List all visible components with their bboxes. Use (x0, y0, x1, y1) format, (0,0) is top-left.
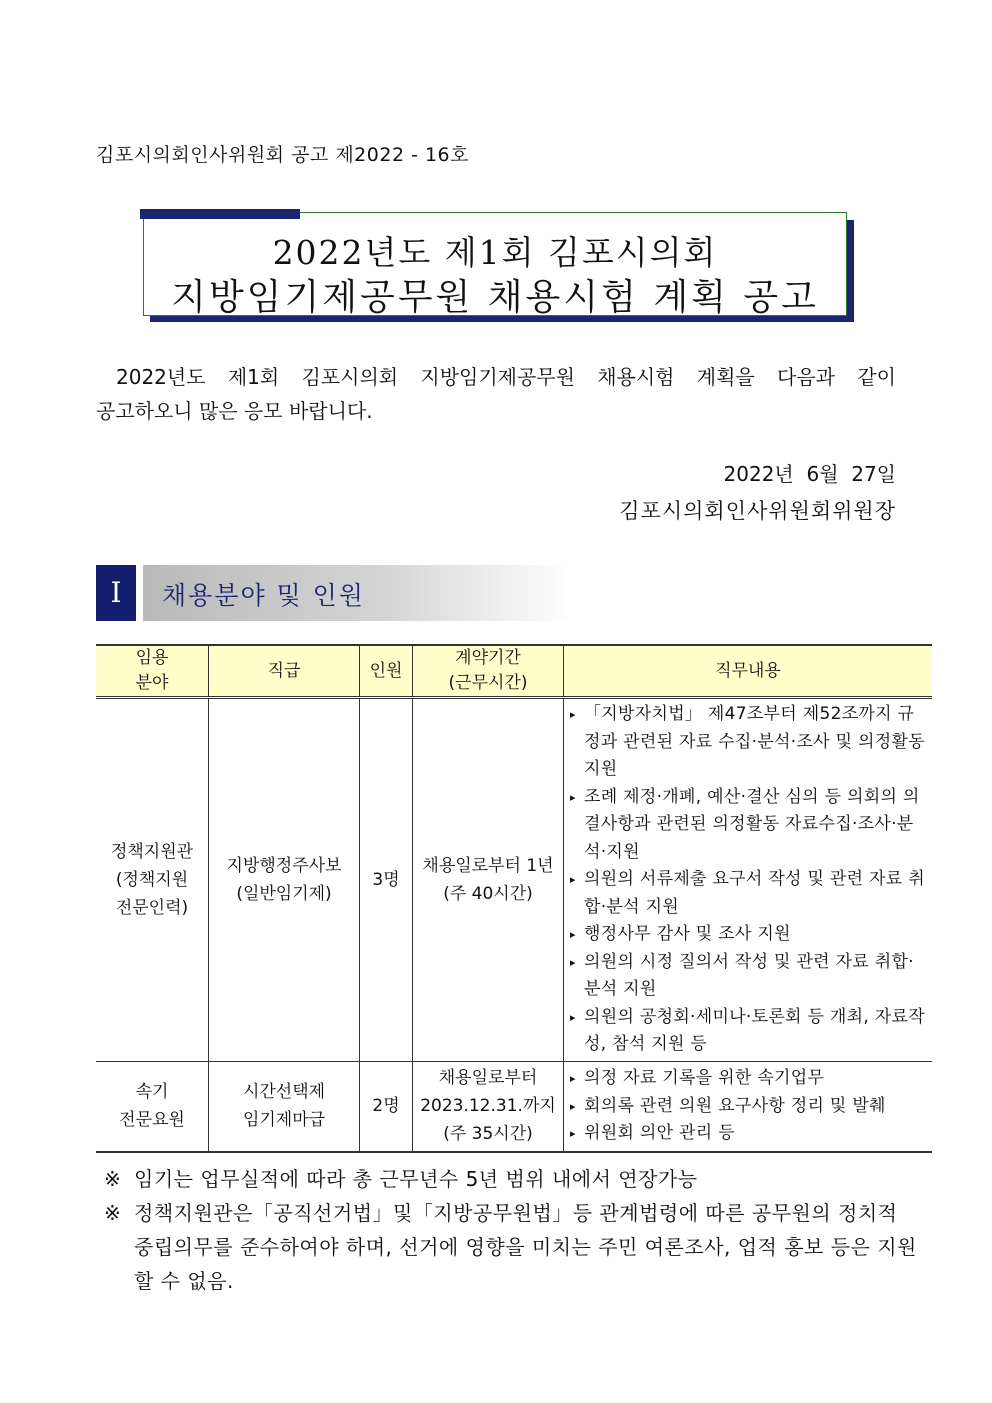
intro-line-1 (96, 360, 896, 394)
intro-word: 지방임기제공무원 (420, 365, 575, 389)
intro-paragraph (96, 360, 896, 428)
table-header-row (96, 645, 932, 698)
note-text: 임기는 업무실적에 따라 총 근무년수 5년 범위 내에서 연장가능 (134, 1167, 698, 1191)
cell-duties (564, 1062, 933, 1152)
note-item (104, 1196, 924, 1298)
reference-mark-icon: ※ (104, 1167, 122, 1191)
notes (104, 1162, 924, 1298)
header-period: 계약기간 (근무시간) (413, 645, 564, 698)
cell-field: 정책지원관 (정책지원 전문인력) (96, 698, 209, 1062)
intro-word: 계획을 (696, 365, 755, 389)
title-accent-bar (140, 209, 300, 219)
header-count: 인원 (360, 645, 413, 698)
note-item (104, 1162, 924, 1196)
header-duties: 직무내용 (564, 645, 933, 698)
header-field: 임용 분야 (96, 645, 209, 698)
table-row (96, 1062, 932, 1152)
header-grade: 직급 (209, 645, 360, 698)
title-line-2: 지방임기제공무원 채용시험 계획 공고 (171, 277, 819, 318)
duty-item: ▸ 회의록 관련 의원 요구사항 정리 및 발췌 (570, 1093, 926, 1121)
recruitment-table (96, 644, 932, 1153)
table-row (96, 698, 932, 1062)
reference-mark-icon: ※ (104, 1201, 122, 1225)
cell-grade: 시간선택제 임기제마급 (209, 1062, 360, 1152)
cell-count: 3명 (360, 698, 413, 1062)
title-line-1: 2022년도 제1회 김포시의회 (272, 233, 718, 272)
cell-field: 속기 전문요원 (96, 1062, 209, 1152)
cell-duties (564, 698, 933, 1062)
intro-word: 같이 (857, 365, 896, 389)
duty-item: ▸ 의정 자료 기록을 위한 속기업무 (570, 1065, 926, 1093)
notice-number: 김포시의회인사위원회 공고 제2022 - 16호 (96, 144, 470, 166)
cell-period: 채용일로부터 1년 (주 40시간) (413, 698, 564, 1062)
intro-word: 2022년도 (116, 365, 206, 389)
section-title: 채용분야 및 인원 (162, 581, 365, 610)
cell-grade: 지방행정주사보 (일반임기제) (209, 698, 360, 1062)
intro-word: 김포시의회 (301, 365, 399, 389)
duty-item: ▸ 의원의 시정 질의서 작성 및 관련 자료 취합·분석 지원 (570, 949, 926, 1004)
cell-count: 2명 (360, 1062, 413, 1152)
signer: 김포시의회인사위원회위원장 (619, 499, 896, 523)
duty-item: ▸ 의원의 공청회·세미나·토론회 등 개최, 자료작성, 참석 지원 등 (570, 1004, 926, 1059)
intro-word: 다음과 (777, 365, 835, 389)
section-number: I (96, 565, 136, 621)
duty-item: ▸ 의원의 서류제출 요구서 작성 및 관련 자료 취합·분석 지원 (570, 866, 926, 921)
duty-item: ▸ 위원회 의안 관리 등 (570, 1120, 926, 1148)
title-box (143, 212, 847, 316)
note-text: 정책지원관은「공직선거법」및「지방공무원법」등 관계법령에 따른 공무원의 정치적 중립의무를 준수하여야 하며, 선거에 영향을 미치는 주민 여론조사, 업적 홍보 등은 지원할 수 없음. (134, 1201, 917, 1293)
duty-item: ▸ 「지방자치법」 제47조부터 제52조까지 규정과 관련된 자료 수집·분석·조사 및 의정활동 지원 (570, 701, 926, 784)
intro-word: 제1회 (227, 365, 280, 389)
intro-line-2: 공고하오니 많은 응모 바랍니다. (96, 399, 373, 423)
notice-date: 2022년 6월 27일 (723, 462, 896, 486)
cell-period: 채용일로부터 2023.12.31.까지 (주 35시간) (413, 1062, 564, 1152)
duty-item: ▸ 행정사무 감사 및 조사 지원 (570, 921, 926, 949)
intro-word: 채용시험 (597, 365, 675, 389)
duty-item: ▸ 조례 제정·개폐, 예산·결산 심의 등 의회의 의결사항과 관련된 의정활동 자료수집·조사·분석·지원 (570, 784, 926, 867)
